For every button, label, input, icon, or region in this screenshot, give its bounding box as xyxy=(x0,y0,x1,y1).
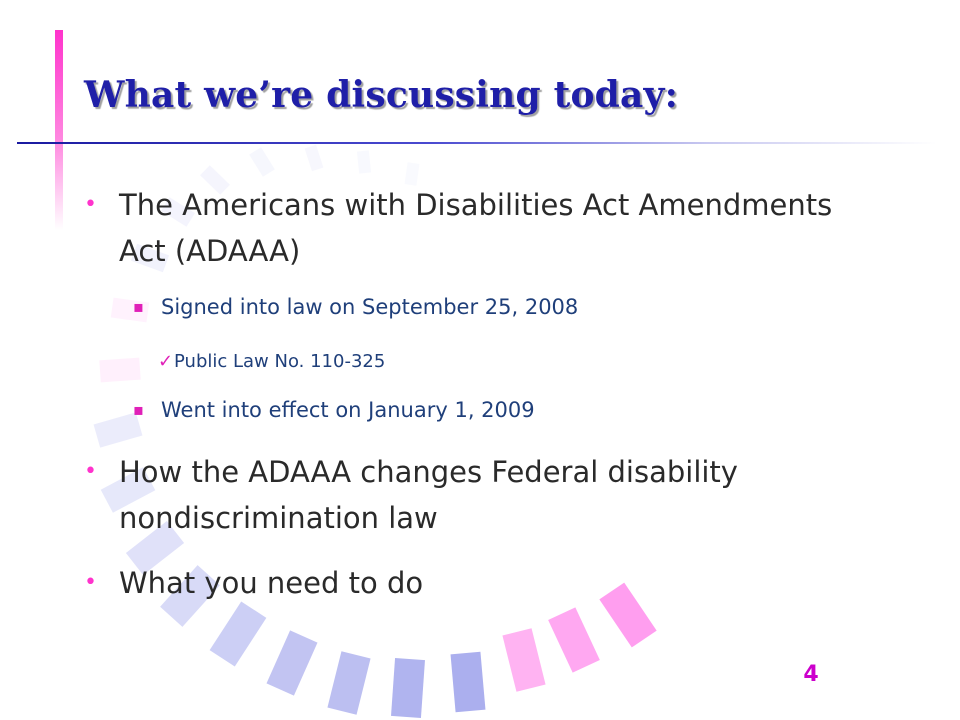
bullet-item xyxy=(84,182,884,274)
bullet-icon: • xyxy=(84,192,97,217)
slide-title: What we’re discussing today: xyxy=(84,74,679,116)
bullet-text: What you need to do xyxy=(119,566,424,600)
bullet-item xyxy=(84,449,884,541)
bullet-text: How the ADAAA changes Federal disability nondiscrimination law xyxy=(119,455,738,535)
sub-bullet-item xyxy=(133,292,873,322)
sub-sub-bullet-item xyxy=(158,349,858,375)
sub-bullet-item xyxy=(133,395,873,425)
square-bullet-icon: ▪ xyxy=(133,400,144,419)
bullet-icon: • xyxy=(84,570,97,595)
page-number: 4 xyxy=(803,662,819,687)
bullet-item xyxy=(84,560,884,606)
square-bullet-icon: ▪ xyxy=(133,297,144,316)
sub-bullet-text: Went into effect on January 1, 2009 xyxy=(161,398,535,422)
bullet-text: The Americans with Disabilities Act Amendments Act (ADAAA) xyxy=(119,188,833,268)
bullet-icon: • xyxy=(84,459,97,484)
sub-bullet-text: Signed into law on September 25, 2008 xyxy=(161,295,579,319)
checkmark-icon: ✓ xyxy=(158,351,174,372)
sub-sub-bullet-text: Public Law No. 110-325 xyxy=(174,351,386,372)
